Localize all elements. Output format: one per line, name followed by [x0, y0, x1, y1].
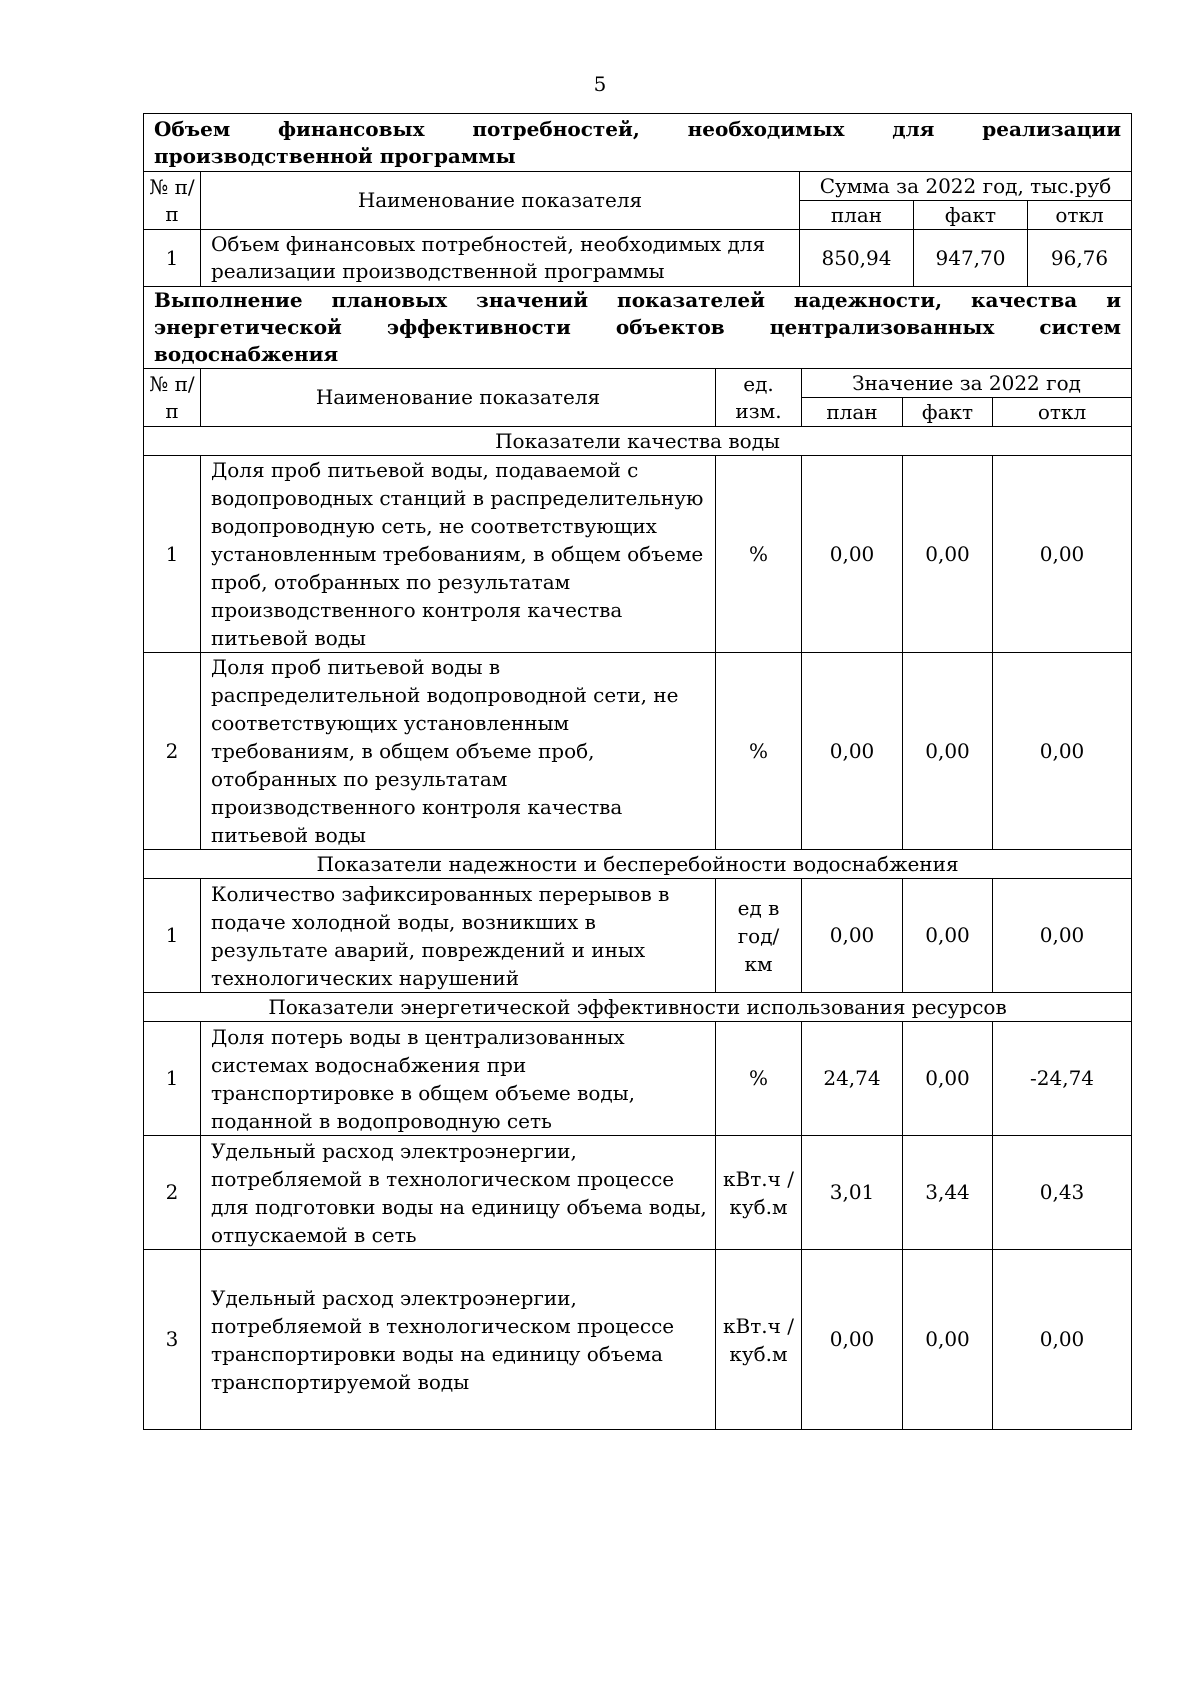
row-name: Доля потерь воды в централизованных системах водоснабжения при транспортировке в общем объеме воды, поданной в водопроводную сеть — [201, 1022, 716, 1136]
row-fact: 0,00 — [903, 879, 993, 993]
row-plan: 0,00 — [802, 879, 903, 993]
row-fact: 947,70 — [914, 230, 1028, 287]
financial-section-title: Объем финансовых потребностей, необходимых для реализации производственной программы — [144, 114, 1132, 172]
row-fact: 0,00 — [903, 456, 993, 653]
row-unit: ед в год/ км — [716, 879, 802, 993]
row-unit: % — [716, 1022, 802, 1136]
col-header-fact: факт — [914, 201, 1028, 230]
row-num: 1 — [144, 879, 201, 993]
row-name: Доля проб питьевой воды в распределительной водопроводной сети, не соответствующих установленным требованиям, в общем объеме проб, отобранных по результатам производственного контроля качества питьевой воды — [201, 653, 716, 850]
table-row — [144, 879, 1132, 993]
row-plan: 3,01 — [802, 1136, 903, 1250]
col-header-value: Значение за 2022 год — [802, 369, 1132, 398]
row-plan: 0,00 — [802, 653, 903, 850]
row-dev: 0,00 — [993, 653, 1132, 850]
table-row — [144, 1022, 1132, 1136]
col-header-dev: откл — [993, 398, 1132, 427]
row-plan: 24,74 — [802, 1022, 903, 1136]
row-dev: 0,00 — [993, 456, 1132, 653]
row-num: 2 — [144, 1136, 201, 1250]
row-name: Удельный расход электроэнергии, потребляемой в технологическом процессе транспортировки воды на единицу объема транспортируемой воды — [201, 1250, 716, 1430]
row-num: 1 — [144, 456, 201, 653]
col-header-name: Наименование показателя — [201, 369, 716, 427]
col-header-num: № п/п — [144, 369, 201, 427]
row-name: Удельный расход электроэнергии, потребляемой в технологическом процессе для подготовки воды на единицу объема воды, отпускаемой в сеть — [201, 1136, 716, 1250]
group-title-energy-efficiency: Показатели энергетической эффективности использования ресурсов — [144, 993, 1132, 1022]
row-unit: % — [716, 456, 802, 653]
col-header-plan: план — [802, 398, 903, 427]
row-name: Количество зафиксированных перерывов в подаче холодной воды, возникших в результате аварий, повреждений и иных технологических нарушений — [201, 879, 716, 993]
row-dev: 0,00 — [993, 1250, 1132, 1430]
row-dev: 0,00 — [993, 879, 1132, 993]
col-header-num: № п/п — [144, 172, 201, 230]
col-header-name: Наименование показателя — [201, 172, 800, 230]
row-plan: 850,94 — [800, 230, 914, 287]
table-row — [144, 653, 1132, 850]
row-fact: 0,00 — [903, 653, 993, 850]
page-number: 5 — [593, 72, 607, 96]
row-unit: кВт.ч / куб.м — [716, 1250, 802, 1430]
row-unit: % — [716, 653, 802, 850]
row-num: 3 — [144, 1250, 201, 1430]
indicators-section-title: Выполнение плановых значений показателей надежности, качества и энергетической эффективности объектов централизованных систем водоснабжения — [144, 287, 1132, 369]
financial-needs-table — [143, 113, 1132, 287]
col-header-dev: откл — [1028, 201, 1132, 230]
row-fact: 0,00 — [903, 1022, 993, 1136]
col-header-unit: ед. изм. — [716, 369, 802, 427]
row-plan: 0,00 — [802, 1250, 903, 1430]
row-num: 2 — [144, 653, 201, 850]
row-num: 1 — [144, 1022, 201, 1136]
row-dev: -24,74 — [993, 1022, 1132, 1136]
col-header-plan: план — [800, 201, 914, 230]
row-name: Доля проб питьевой воды, подаваемой с водопроводных станций в распределительную водопроводную сеть, не соответствующих установленным требованиям, в общем объеме проб, отобранных по результатам производственного контроля качества питьевой воды — [201, 456, 716, 653]
table-row — [144, 230, 1132, 287]
row-plan: 0,00 — [802, 456, 903, 653]
col-header-sum: Сумма за 2022 год, тыс.руб — [800, 172, 1132, 201]
row-num: 1 — [144, 230, 201, 287]
row-name: Объем финансовых потребностей, необходимых для реализации производственной программы — [201, 230, 800, 287]
row-fact: 0,00 — [903, 1250, 993, 1430]
table-row — [144, 1250, 1132, 1430]
table-row — [144, 1136, 1132, 1250]
col-header-fact: факт — [903, 398, 993, 427]
row-unit: кВт.ч / куб.м — [716, 1136, 802, 1250]
row-dev: 0,43 — [993, 1136, 1132, 1250]
table-row — [144, 456, 1132, 653]
row-fact: 3,44 — [903, 1136, 993, 1250]
group-title-reliability: Показатели надежности и бесперебойности водоснабжения — [144, 850, 1132, 879]
row-dev: 96,76 — [1028, 230, 1132, 287]
indicators-table — [143, 286, 1132, 1430]
group-title-water-quality: Показатели качества воды — [144, 427, 1132, 456]
